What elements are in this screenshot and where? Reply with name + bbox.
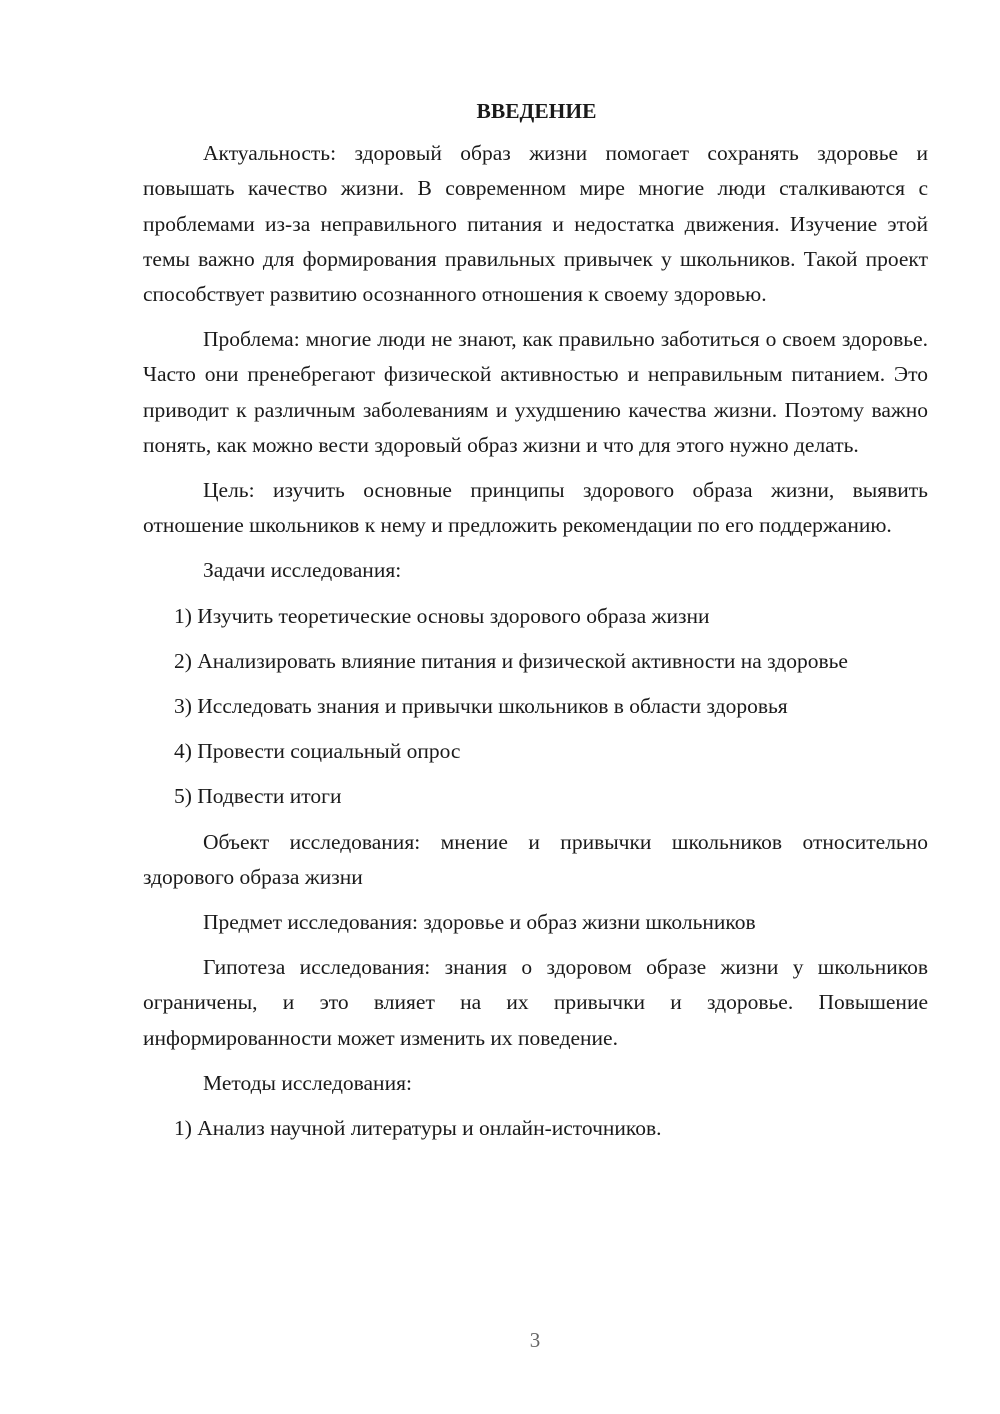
task-item: 4) Провести социальный опрос bbox=[174, 739, 461, 764]
subject-paragraph: Предмет исследования: здоровье и образ жизни школьников bbox=[203, 910, 756, 935]
task-item: 3) Исследовать знания и привычки школьников в области здоровья bbox=[174, 694, 788, 719]
task-item: 1) Изучить теоретические основы здорового образа жизни bbox=[174, 603, 710, 628]
problem-paragraph: Проблема: многие люди не знают, как правильно заботиться о своем здоровье. Часто они пренебрегают физической активностью и неправильным питанием. Это приводит к различным заболеваниям и ухудшению качества жизни. Поэтому важно понять, как можно вести здоровый образ жизни и что для этого нужно делать. bbox=[143, 327, 928, 457]
method-item: 1) Анализ научной литературы и онлайн-источников. bbox=[174, 1116, 662, 1141]
hypothesis-paragraph: Гипотеза исследования: знания о здоровом образе жизни у школьников ограничены, и это влияет на их привычки и здоровье. Повышение информированности может изменить их поведение. bbox=[143, 955, 928, 1050]
page-number: 3 bbox=[529, 1328, 541, 1352]
document-page bbox=[143, 94, 928, 1156]
methods-label: Методы исследования: bbox=[203, 1070, 412, 1095]
relevance-paragraph: Актуальность: здоровый образ жизни помогает сохранять здоровье и повышать качество жизни. В современном мире многие люди сталкиваются с проблемами из-за неправильного питания и недостатка движения. Изучение этой темы важно для формирования правильных привычек у школьников. Такой проект способствует развитию осознанного отношения к своему здоровью. bbox=[143, 141, 928, 307]
object-paragraph: Объект исследования: мнение и привычки школьников относительно здорового образа жизни bbox=[143, 829, 928, 889]
page-title: ВВЕДЕНИЕ bbox=[476, 99, 597, 123]
task-item: 5) Подвести итоги bbox=[174, 784, 342, 809]
tasks-label: Задачи исследования: bbox=[203, 558, 402, 583]
task-item: 2) Анализировать влияние питания и физической активности на здоровье bbox=[174, 648, 848, 673]
goal-paragraph: Цель: изучить основные принципы здорового образа жизни, выявить отношение школьников к нему и предложить рекомендации по его поддержанию. bbox=[143, 478, 928, 538]
